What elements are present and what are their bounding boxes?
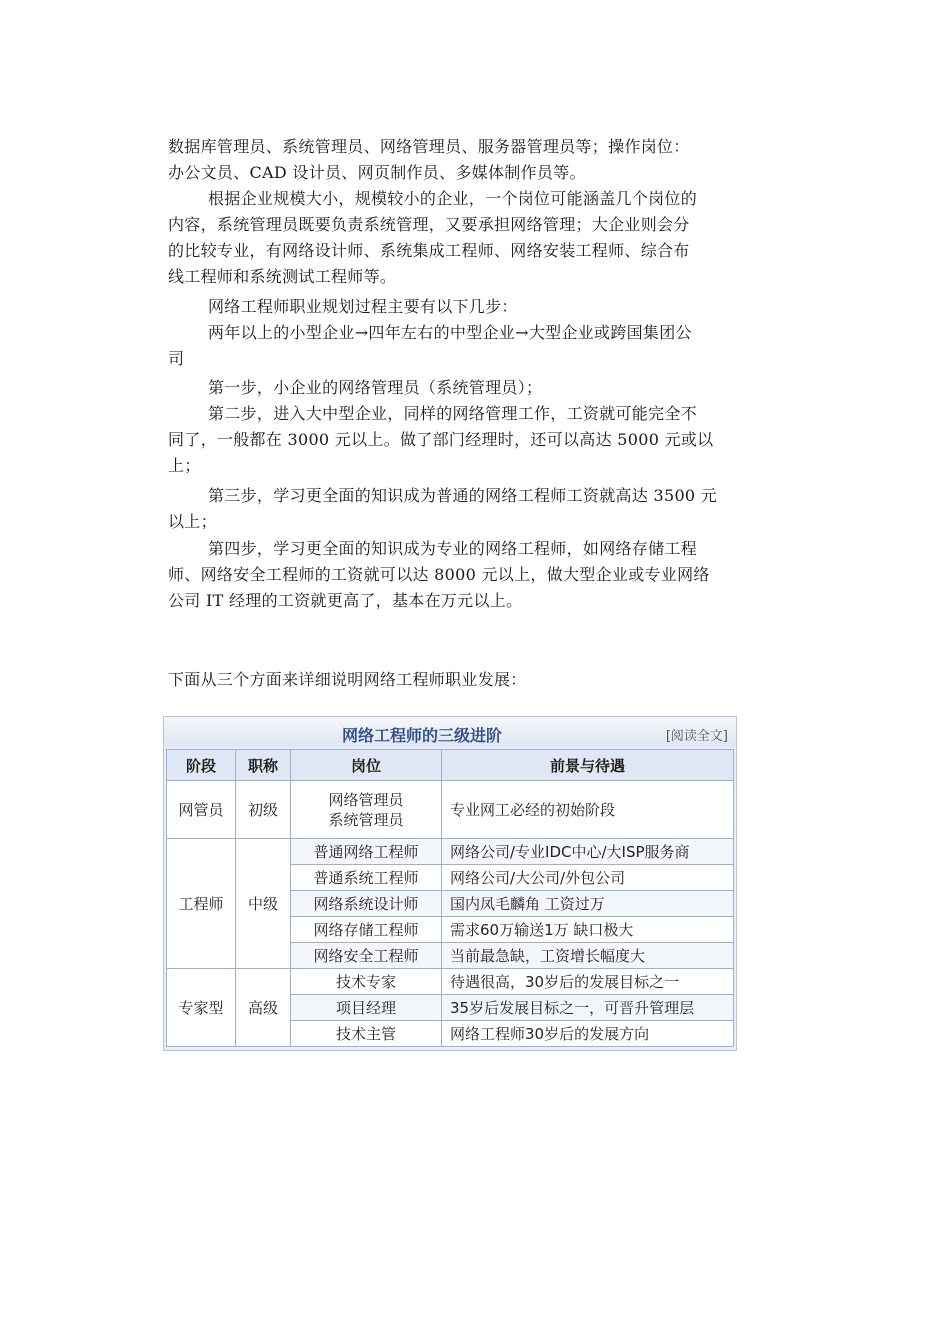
header-stage: 阶段 bbox=[167, 750, 236, 781]
paragraph-line: 两年以上的小型企业→四年左右的中型企业→大型企业或跨国集团公 bbox=[208, 323, 692, 342]
paragraph-line: 根据企业规模大小，规模较小的企业，一个岗位可能涵盖几个岗位的 bbox=[208, 189, 698, 208]
paragraph-line: 办公文员、CAD 设计员、网页制作员、多媒体制作员等。 bbox=[168, 163, 586, 182]
paragraph-line: 内容，系统管理员既要负责系统管理，又要承担网络管理；大企业则会分 bbox=[168, 215, 690, 234]
title-cell: 中级 bbox=[236, 839, 291, 969]
outlook-cell: 需求60万输送1万 缺口极大 bbox=[442, 917, 734, 943]
paragraph-line: 第四步，学习更全面的知识成为专业的网络工程师，如网络存储工程 bbox=[208, 539, 698, 558]
post-cell: 技术主管 bbox=[291, 1021, 442, 1047]
outlook-cell: 专业网工必经的初始阶段 bbox=[442, 781, 734, 839]
paragraph-line: 师、网络安全工程师的工资就可以达 8000 元以上，做大型企业或专业网络 bbox=[168, 565, 710, 584]
post-cell: 网络管理员 系统管理员 bbox=[291, 781, 442, 839]
post-cell: 普通网络工程师 bbox=[291, 839, 442, 865]
read-more-link[interactable]: [阅读全文] bbox=[665, 729, 728, 744]
career-table-image bbox=[163, 716, 737, 1051]
post-cell: 网络安全工程师 bbox=[291, 943, 442, 969]
outlook-cell: 网络工程师30岁后的发展方向 bbox=[442, 1021, 734, 1047]
post-cell: 网络存储工程师 bbox=[291, 917, 442, 943]
table-intro: 下面从三个方面来详细说明网络工程师职业发展： bbox=[168, 670, 527, 689]
stage-cell: 专家型 bbox=[167, 969, 236, 1047]
paragraph-line: 第三步，学习更全面的知识成为普通的网络工程师工资就高达 3500 元 bbox=[208, 486, 718, 505]
outlook-cell: 网络公司/专业IDC中心/大ISP服务商 bbox=[442, 839, 734, 865]
paragraph-line: 的比较专业，有网络设计师、系统集成工程师、网络安装工程师、综合布 bbox=[168, 241, 690, 260]
paragraph-line: 上； bbox=[168, 456, 201, 475]
table-title-bar bbox=[164, 717, 736, 747]
header-outlook: 前景与待遇 bbox=[442, 750, 734, 781]
outlook-cell: 网络公司/大公司/外包公司 bbox=[442, 865, 734, 891]
outlook-cell: 国内凤毛麟角 工资过万 bbox=[442, 891, 734, 917]
table-title: 网络工程师的三级进阶 bbox=[342, 726, 503, 745]
paragraph-line: 网络工程师职业规划过程主要有以下几步： bbox=[208, 297, 518, 316]
table-row bbox=[167, 781, 734, 839]
outlook-cell: 当前最急缺，工资增长幅度大 bbox=[442, 943, 734, 969]
post-cell: 普通系统工程师 bbox=[291, 865, 442, 891]
table-row bbox=[167, 839, 734, 865]
header-title: 职称 bbox=[236, 750, 291, 781]
paragraph-line: 数据库管理员、系统管理员、网络管理员、服务器管理员等；操作岗位： bbox=[168, 137, 690, 156]
paragraph-line: 第二步，进入大中型企业，同样的网络管理工作，工资就可能完全不 bbox=[208, 404, 698, 423]
paragraph-line: 线工程师和系统测试工程师等。 bbox=[168, 267, 397, 286]
outlook-cell: 35岁后发展目标之一，可晋升管理层 bbox=[442, 995, 734, 1021]
stage-cell: 网管员 bbox=[167, 781, 236, 839]
paragraph-line: 同了，一般都在 3000 元以上。做了部门经理时，还可以高达 5000 元或以 bbox=[168, 430, 714, 449]
header-post: 岗位 bbox=[291, 750, 442, 781]
post-cell: 网络系统设计师 bbox=[291, 891, 442, 917]
outlook-cell: 待遇很高，30岁后的发展目标之一 bbox=[442, 969, 734, 995]
stage-cell: 工程师 bbox=[167, 839, 236, 969]
paragraph-line: 以上； bbox=[168, 512, 217, 531]
paragraph-line: 公司 IT 经理的工资就更高了，基本在万元以上。 bbox=[168, 591, 523, 610]
paragraph-line: 司 bbox=[168, 349, 185, 368]
table-header-row bbox=[167, 750, 734, 781]
table-row bbox=[167, 969, 734, 995]
post-cell: 技术专家 bbox=[291, 969, 442, 995]
paragraph-line: 第一步，小企业的网络管理员（系统管理员）； bbox=[208, 378, 543, 397]
career-table bbox=[166, 749, 734, 1047]
post-cell: 项目经理 bbox=[291, 995, 442, 1021]
title-cell: 高级 bbox=[236, 969, 291, 1047]
title-cell: 初级 bbox=[236, 781, 291, 839]
